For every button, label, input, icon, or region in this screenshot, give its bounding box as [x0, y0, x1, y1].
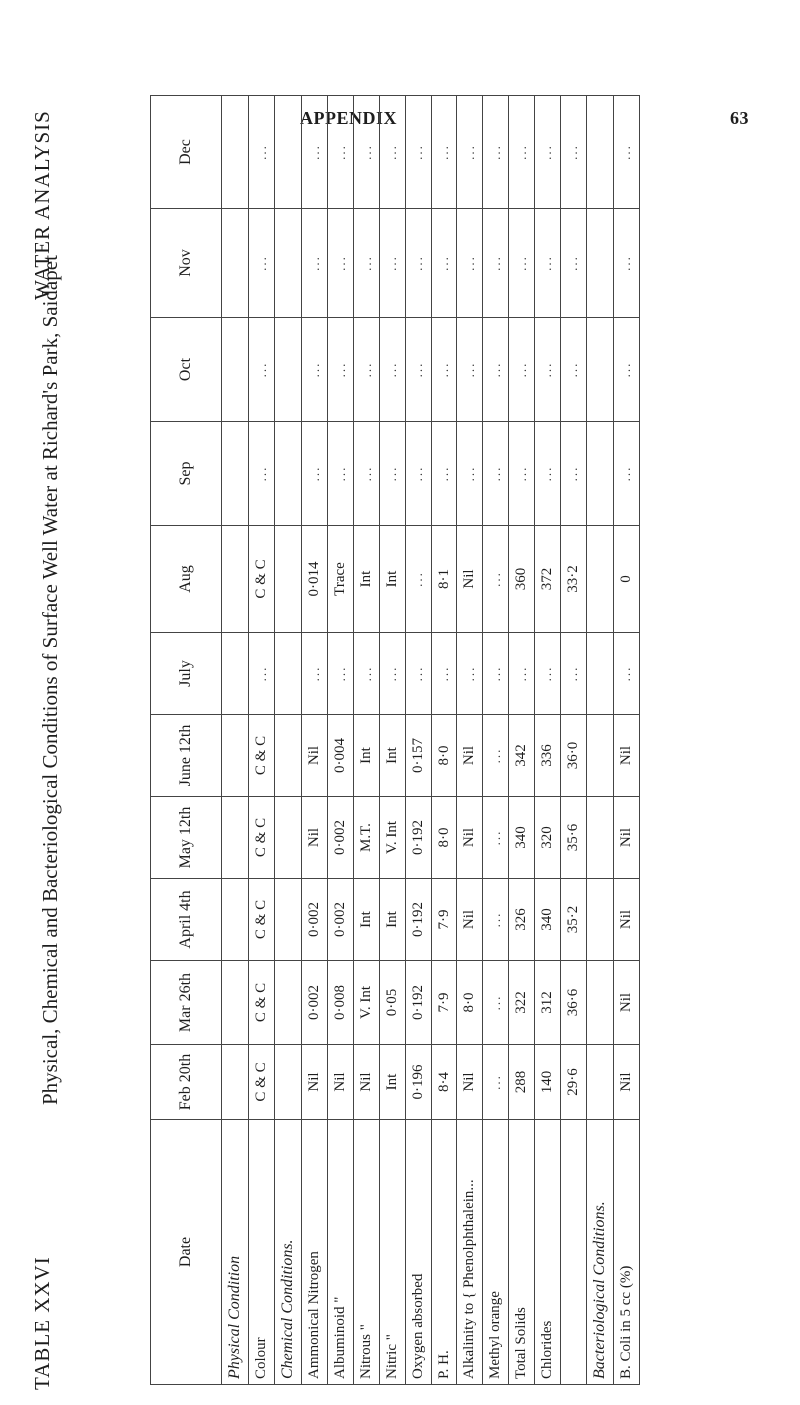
table-cell: C & C — [249, 526, 275, 633]
month-header: April 4th — [151, 879, 222, 961]
table-cell — [586, 318, 613, 422]
table-cell: ... — [457, 209, 483, 318]
table-cell — [222, 318, 249, 422]
row-label — [560, 1120, 586, 1385]
table-cell: ... — [535, 209, 561, 318]
date-header: Date — [151, 1120, 222, 1385]
table-cell: ... — [249, 422, 275, 526]
section-label: Chemical Conditions. — [275, 1120, 302, 1385]
table-cell: ... — [328, 318, 354, 422]
table-cell: 0·002 — [302, 961, 328, 1045]
table-cell: ... — [457, 96, 483, 209]
month-header: Nov — [151, 209, 222, 318]
table-cell: ... — [431, 422, 457, 526]
month-header: Sep — [151, 422, 222, 526]
section-label: Bacteriological Conditions. — [586, 1120, 613, 1385]
table-cell: ... — [302, 96, 328, 209]
table-cell — [275, 961, 302, 1045]
table-cell: ... — [535, 96, 561, 209]
table-cell: ... — [249, 633, 275, 715]
month-header: Dec — [151, 96, 222, 209]
table-cell — [275, 96, 302, 209]
header-row — [151, 96, 222, 1385]
table-cell: ... — [457, 633, 483, 715]
table-cell: ... — [405, 96, 431, 209]
table-row — [328, 96, 354, 1385]
table-cell: ... — [379, 209, 405, 318]
table-row — [535, 96, 561, 1385]
table-cell: ... — [405, 318, 431, 422]
table-cell: ... — [560, 422, 586, 526]
table-cell: ... — [431, 318, 457, 422]
month-header: Feb 20th — [151, 1045, 222, 1120]
table-cell — [275, 1045, 302, 1120]
table-cell — [222, 633, 249, 715]
table-cell: ... — [483, 318, 509, 422]
table-cell: ... — [405, 526, 431, 633]
table-cell: ... — [509, 633, 535, 715]
table-cell: ... — [379, 96, 405, 209]
table-cell: M.T. — [354, 797, 380, 879]
row-label: Ammonical Nitrogen — [302, 1120, 328, 1385]
table-cell: Nil — [302, 1045, 328, 1120]
rotated-table-block — [0, 85, 690, 1405]
water-analysis-table — [150, 95, 640, 1385]
table-cell: ... — [457, 422, 483, 526]
table-cell: ... — [328, 209, 354, 318]
table-cell: ... — [509, 422, 535, 526]
table-cell: 8·1 — [431, 526, 457, 633]
table-cell: ... — [560, 318, 586, 422]
month-header: Aug — [151, 526, 222, 633]
table-cell — [222, 422, 249, 526]
table-cell: ... — [483, 422, 509, 526]
table-row — [431, 96, 457, 1385]
table-cell: ... — [483, 96, 509, 209]
table-cell: Int — [354, 715, 380, 797]
table-cell: 340 — [509, 797, 535, 879]
table-cell: 326 — [509, 879, 535, 961]
table-cell: 342 — [509, 715, 535, 797]
table-cell: ... — [328, 96, 354, 209]
table-cell: ... — [483, 879, 509, 961]
table-cell — [275, 879, 302, 961]
table-cell: 336 — [535, 715, 561, 797]
table-cell — [275, 633, 302, 715]
table-cell: ... — [509, 96, 535, 209]
row-label: Nitrous " — [354, 1120, 380, 1385]
table-cell: ... — [560, 209, 586, 318]
table-cell: ... — [431, 633, 457, 715]
table-cell: Nil — [457, 879, 483, 961]
table-cell — [222, 1045, 249, 1120]
table-cell: 0·196 — [405, 1045, 431, 1120]
table-cell: Nil — [457, 526, 483, 633]
table-cell: 29·6 — [560, 1045, 586, 1120]
table-cell: ... — [560, 633, 586, 715]
table-cell: ... — [328, 422, 354, 526]
table-cell — [586, 715, 613, 797]
section-row — [586, 96, 613, 1385]
table-cell: ... — [613, 209, 639, 318]
table-cell: C & C — [249, 1045, 275, 1120]
table-row — [249, 96, 275, 1385]
table-cell — [275, 422, 302, 526]
table-cell — [275, 797, 302, 879]
table-cell: ... — [354, 633, 380, 715]
row-label: Colour — [249, 1120, 275, 1385]
table-cell: V. Int — [354, 961, 380, 1045]
table-cell: ... — [354, 96, 380, 209]
table-cell: ... — [535, 633, 561, 715]
table-cell: ... — [431, 96, 457, 209]
table-cell: 33·2 — [560, 526, 586, 633]
table-cell: ... — [613, 318, 639, 422]
table-cell: 0·192 — [405, 879, 431, 961]
table-cell: C & C — [249, 797, 275, 879]
table-cell: ... — [379, 422, 405, 526]
table-row — [560, 96, 586, 1385]
table-cell: ... — [354, 209, 380, 318]
table-cell: ... — [509, 318, 535, 422]
table-cell: C & C — [249, 715, 275, 797]
table-cell: 7·9 — [431, 961, 457, 1045]
table-cell: ... — [354, 422, 380, 526]
appendix-heading: APPENDIX — [300, 108, 397, 128]
table-cell: Nil — [613, 961, 639, 1045]
table-cell: ... — [302, 633, 328, 715]
table-cell: 8·4 — [431, 1045, 457, 1120]
table-row — [405, 96, 431, 1385]
table-cell: 360 — [509, 526, 535, 633]
table-title — [0, 85, 60, 1405]
table-cell: ... — [560, 96, 586, 209]
table-cell: C & C — [249, 879, 275, 961]
table-cell — [222, 526, 249, 633]
row-label: Methyl orange — [483, 1120, 509, 1385]
table-row — [483, 96, 509, 1385]
table-cell: ... — [379, 633, 405, 715]
table-cell: 320 — [535, 797, 561, 879]
table-cell: 0 — [613, 526, 639, 633]
page-number: 63 — [730, 108, 749, 128]
table-cell: 0·002 — [328, 879, 354, 961]
table-cell: 312 — [535, 961, 561, 1045]
row-label: Chlorides — [535, 1120, 561, 1385]
table-cell: Trace — [328, 526, 354, 633]
table-cell: Nil — [328, 1045, 354, 1120]
table-row — [354, 96, 380, 1385]
table-cell: ... — [405, 209, 431, 318]
running-head: WATER ANALYSIS — [30, 110, 54, 300]
table-cell: Int — [354, 526, 380, 633]
table-cell: Nil — [302, 715, 328, 797]
table-cell: 8·0 — [431, 797, 457, 879]
row-label: Albuminoid " — [328, 1120, 354, 1385]
table-cell — [222, 797, 249, 879]
row-label: B. Coli in 5 cc (%) — [613, 1120, 639, 1385]
table-cell — [586, 879, 613, 961]
table-cell: 0·008 — [328, 961, 354, 1045]
table-cell: ... — [483, 1045, 509, 1120]
table-cell: ... — [249, 209, 275, 318]
table-cell: 0·002 — [328, 797, 354, 879]
month-header: June 12th — [151, 715, 222, 797]
table-cell: Int — [379, 715, 405, 797]
table-cell: ... — [249, 318, 275, 422]
table-cell: ... — [535, 318, 561, 422]
table-cell: 35·6 — [560, 797, 586, 879]
table-subject: Physical, Chemical and Bacteriological Conditions of Surface Well Water at Richard's Park, Saidapet — [38, 255, 62, 1105]
table-row — [379, 96, 405, 1385]
table-cell: ... — [535, 422, 561, 526]
table-cell — [586, 209, 613, 318]
table-cell: Nil — [457, 797, 483, 879]
table-cell: C & C — [249, 961, 275, 1045]
table-cell: 35·2 — [560, 879, 586, 961]
table-cell — [222, 96, 249, 209]
table-cell: ... — [249, 96, 275, 209]
table-cell — [586, 1045, 613, 1120]
table-cell: 36·6 — [560, 961, 586, 1045]
table-cell: 0·002 — [302, 879, 328, 961]
table-cell: ... — [613, 633, 639, 715]
table-cell — [222, 209, 249, 318]
table-cell: ... — [483, 526, 509, 633]
table-cell — [275, 318, 302, 422]
table-cell: 0·014 — [302, 526, 328, 633]
table-cell: 372 — [535, 526, 561, 633]
table-cell: 0·192 — [405, 797, 431, 879]
table-cell — [586, 526, 613, 633]
table-cell: ... — [483, 209, 509, 318]
table-cell — [275, 526, 302, 633]
table-cell: ... — [405, 633, 431, 715]
table-cell: Nil — [613, 879, 639, 961]
month-header: May 12th — [151, 797, 222, 879]
section-row — [222, 96, 249, 1385]
table-cell: ... — [483, 715, 509, 797]
table-cell: Int — [379, 526, 405, 633]
table-cell: Int — [379, 1045, 405, 1120]
table-cell: ... — [483, 797, 509, 879]
table-cell: 36·0 — [560, 715, 586, 797]
row-label: P. H. — [431, 1120, 457, 1385]
table-cell: 0·004 — [328, 715, 354, 797]
table-cell: Nil — [613, 797, 639, 879]
table-cell: ... — [509, 209, 535, 318]
row-label: Nitric " — [379, 1120, 405, 1385]
table-cell: Nil — [457, 1045, 483, 1120]
table-cell: ... — [613, 422, 639, 526]
row-label: Alkalinity to { Phenolphthalein... — [457, 1120, 483, 1385]
table-cell: ... — [431, 209, 457, 318]
table-cell: Int — [379, 879, 405, 961]
table-cell: ... — [483, 633, 509, 715]
table-cell: ... — [354, 318, 380, 422]
table-cell: ... — [613, 96, 639, 209]
table-cell: ... — [302, 422, 328, 526]
table-row — [509, 96, 535, 1385]
table-cell: 340 — [535, 879, 561, 961]
table-cell: ... — [483, 961, 509, 1045]
table-cell: V. Int — [379, 797, 405, 879]
table-cell — [586, 633, 613, 715]
table-cell — [586, 961, 613, 1045]
month-header: Oct — [151, 318, 222, 422]
section-label: Physical Condition — [222, 1120, 249, 1385]
table-cell: Nil — [613, 715, 639, 797]
row-label: Oxygen absorbed — [405, 1120, 431, 1385]
table-cell — [275, 209, 302, 318]
table-cell: 0·05 — [379, 961, 405, 1045]
table-cell — [275, 715, 302, 797]
section-row — [275, 96, 302, 1385]
table-cell: ... — [405, 422, 431, 526]
table-body — [222, 96, 640, 1385]
table-cell — [586, 96, 613, 209]
month-header: July — [151, 633, 222, 715]
table-cell: 140 — [535, 1045, 561, 1120]
table-cell — [222, 715, 249, 797]
table-cell: 0·192 — [405, 961, 431, 1045]
table-cell: 7·9 — [431, 879, 457, 961]
table-cell: ... — [302, 318, 328, 422]
table-cell: 322 — [509, 961, 535, 1045]
table-row — [302, 96, 328, 1385]
table-cell: Nil — [613, 1045, 639, 1120]
table-cell: ... — [379, 318, 405, 422]
table-cell: Nil — [457, 715, 483, 797]
table-cell: Nil — [354, 1045, 380, 1120]
table-cell: 288 — [509, 1045, 535, 1120]
table-cell — [586, 797, 613, 879]
table-cell — [586, 422, 613, 526]
table-number: TABLE XXVI — [30, 1256, 54, 1390]
table-row — [457, 96, 483, 1385]
table-row — [613, 96, 639, 1385]
table-cell: ... — [302, 209, 328, 318]
table-cell — [222, 879, 249, 961]
table-cell: ... — [328, 633, 354, 715]
table-cell: ... — [457, 318, 483, 422]
table-cell: 8·0 — [457, 961, 483, 1045]
table-cell: 8·0 — [431, 715, 457, 797]
row-label: Total Solids — [509, 1120, 535, 1385]
month-header: Mar 26th — [151, 961, 222, 1045]
table-cell — [222, 961, 249, 1045]
table-cell: Int — [354, 879, 380, 961]
table-cell: 0·157 — [405, 715, 431, 797]
table-cell: Nil — [302, 797, 328, 879]
